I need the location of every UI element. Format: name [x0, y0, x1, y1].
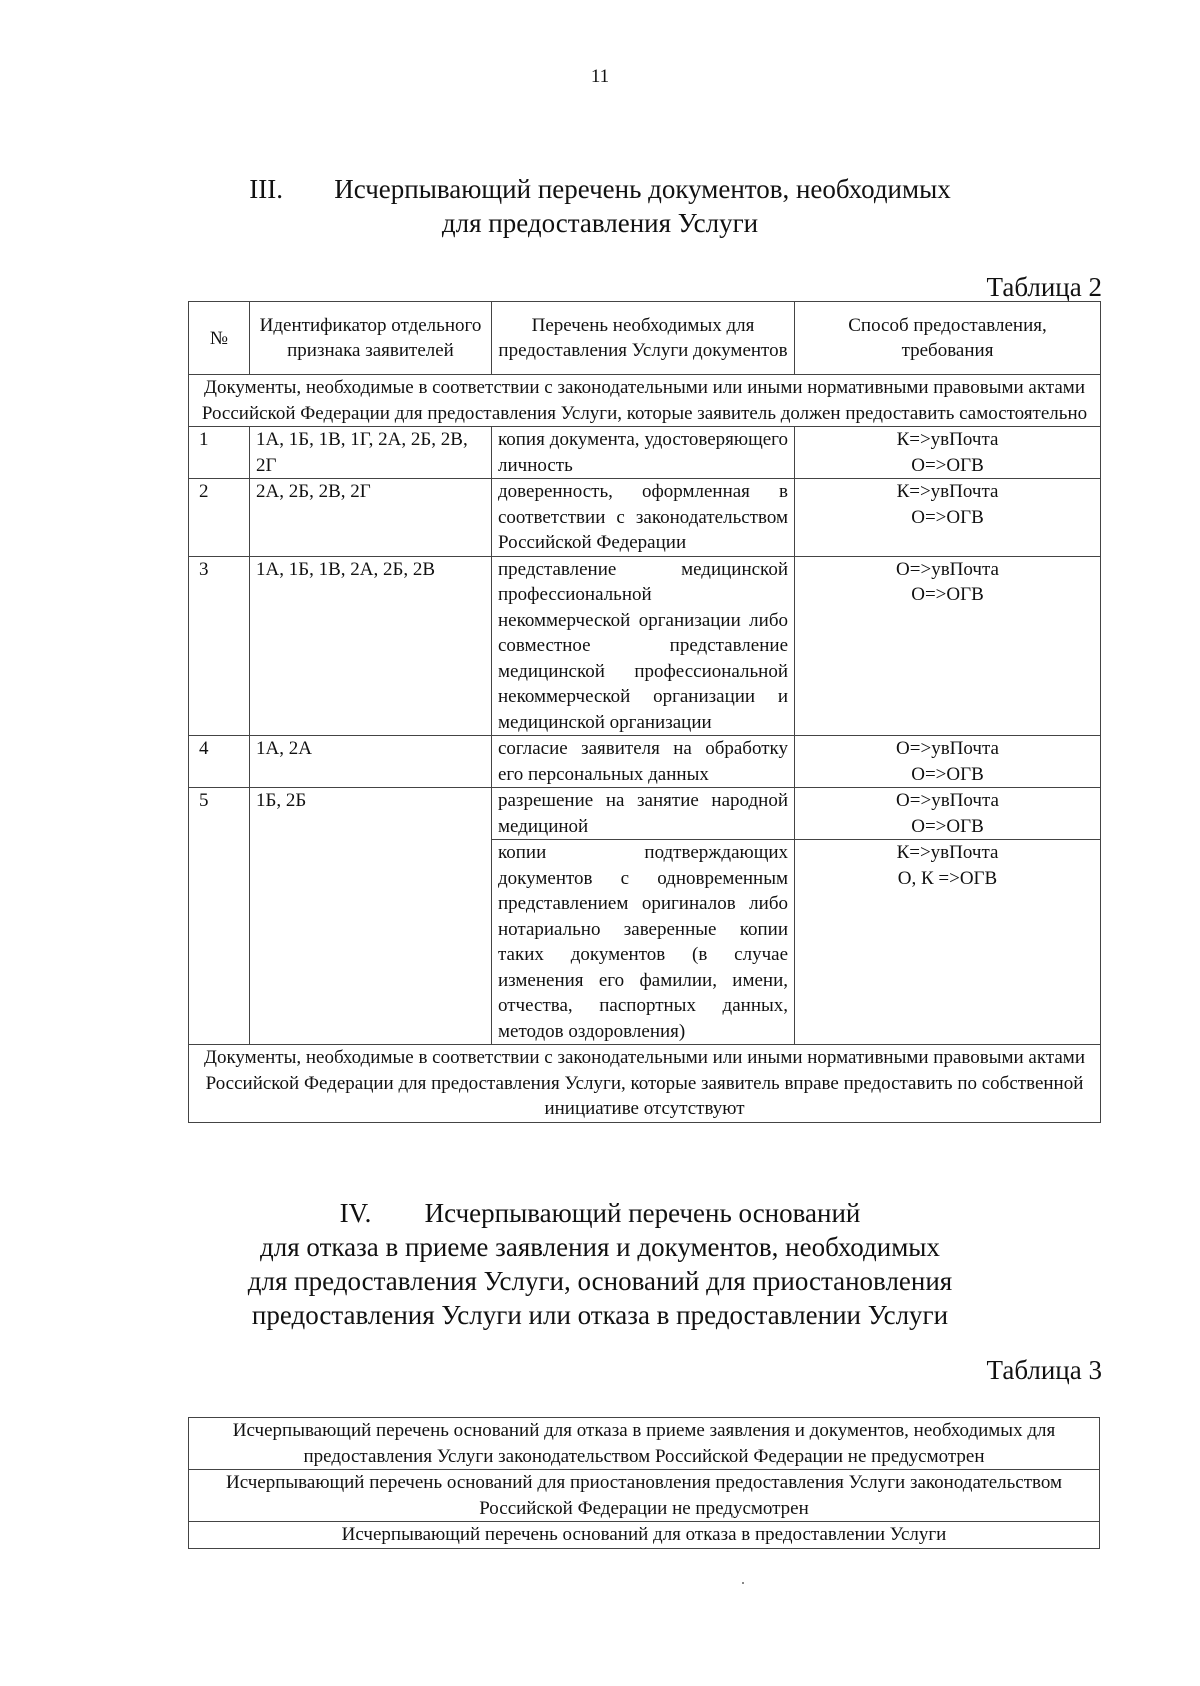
- table-row: [189, 1522, 1100, 1549]
- refusal-grounds-table: [188, 1417, 1100, 1549]
- table-row: [189, 788, 1101, 840]
- row-identifier: 1Б, 2Б: [250, 788, 492, 1045]
- table-2-caption: Таблица 2: [986, 272, 1102, 302]
- section-4-line-2: для отказа в приеме заявления и документов, необходимых: [260, 1232, 940, 1262]
- section-3-heading: [0, 172, 1200, 240]
- row-number: 2: [189, 479, 250, 557]
- header-method: Способ предоставления, требования: [795, 302, 1101, 375]
- section-3-line-1: III. Исчерпывающий перечень документов, необходимых: [249, 174, 951, 204]
- row-method: К=>увПочта О=>ОГВ: [795, 479, 1101, 557]
- refusal-service-text: Исчерпывающий перечень оснований для отказа в предоставлении Услуги: [189, 1522, 1100, 1549]
- section-4-number: IV.: [339, 1198, 372, 1228]
- row-method: О=>увПочта О=>ОГВ: [795, 736, 1101, 788]
- row-document: представление медицинской профессиональной некоммерческой организации либо совместное представление медицинской профессиональной некоммерческой организации и медицинской организации: [492, 556, 795, 736]
- group-optional-text: Документы, необходимые в соответствии с законодательными или иными нормативными правовыми актами Российской Федерации для предоставления Услуги, которые заявитель вправе предоставить по собственной инициативе отсутствуют: [189, 1045, 1101, 1123]
- row-identifier: 1А, 2А: [250, 736, 492, 788]
- header-no: №: [189, 302, 250, 375]
- row-number: 4: [189, 736, 250, 788]
- refusal-reception-text: Исчерпывающий перечень оснований для отказа в приеме заявления и документов, необходимых для предоставления Услуги законодательством Российской Федерации не предусмотрен: [189, 1418, 1100, 1470]
- table-row: [189, 1470, 1100, 1522]
- table-3-caption: Таблица 3: [986, 1355, 1102, 1385]
- row-number: 3: [189, 556, 250, 736]
- row-document: доверенность, оформленная в соответствии с законодательством Российской Федерации: [492, 479, 795, 557]
- table-row: [189, 427, 1101, 479]
- table-header-row: [189, 302, 1101, 375]
- row-number: 1: [189, 427, 250, 479]
- page-number: 11: [590, 66, 610, 87]
- group-row-optional: [189, 1045, 1101, 1123]
- documents-table: [188, 301, 1101, 1123]
- section-4-line-3: для предоставления Услуги, оснований для приостановления: [247, 1266, 953, 1296]
- row-document: копия документа, удостоверяющего личность: [492, 427, 795, 479]
- suspension-text: Исчерпывающий перечень оснований для приостановления предоставления Услуги законодательством Российской Федерации не предусмотрен: [189, 1470, 1100, 1522]
- section-4-line-1: IV. Исчерпывающий перечень оснований: [339, 1198, 861, 1228]
- header-identifier: Идентификатор отдельного признака заявителей: [250, 302, 492, 375]
- row-method: О=>увПочта О=>ОГВ: [795, 788, 1101, 840]
- table-row: [189, 479, 1101, 557]
- row-method: К=>увПочта О, К =>ОГВ: [795, 840, 1101, 1045]
- row-identifier: 1А, 1Б, 1В, 2А, 2Б, 2В: [250, 556, 492, 736]
- section-4-line-4: предоставления Услуги или отказа в предоставлении Услуги: [251, 1300, 949, 1330]
- group-mandatory-text: Документы, необходимые в соответствии с законодательными или иными нормативными правовыми актами Российской Федерации для предоставления Услуги, которые заявитель должен предоставить самостоятельно: [189, 375, 1101, 427]
- header-documents: Перечень необходимых для предоставления Услуги документов: [492, 302, 795, 375]
- group-row-mandatory: [189, 375, 1101, 427]
- row-method: К=>увПочта О=>ОГВ: [795, 427, 1101, 479]
- row-method: О=>увПочта О=>ОГВ: [795, 556, 1101, 736]
- row-identifier: 2А, 2Б, 2В, 2Г: [250, 479, 492, 557]
- row-document: разрешение на занятие народной медициной: [492, 788, 795, 840]
- section-4-heading: [0, 1196, 1200, 1332]
- row-identifier: 1А, 1Б, 1В, 1Г, 2А, 2Б, 2В, 2Г: [250, 427, 492, 479]
- row-document: согласие заявителя на обработку его персональных данных: [492, 736, 795, 788]
- table-row: [189, 556, 1101, 736]
- table-row: [189, 1418, 1100, 1470]
- scan-speck: [742, 1582, 744, 1584]
- table-row: [189, 736, 1101, 788]
- row-number: 5: [189, 788, 250, 1045]
- row-document: копии подтверждающих документов с одновременным представлением оригиналов либо нотариально заверенные копии таких документов (в случае изменения его фамилии, имени, отчества, паспортных данных, методов оздоровления): [492, 840, 795, 1045]
- section-3-number: III.: [249, 174, 283, 204]
- section-3-line-2: для предоставления Услуги: [441, 208, 759, 238]
